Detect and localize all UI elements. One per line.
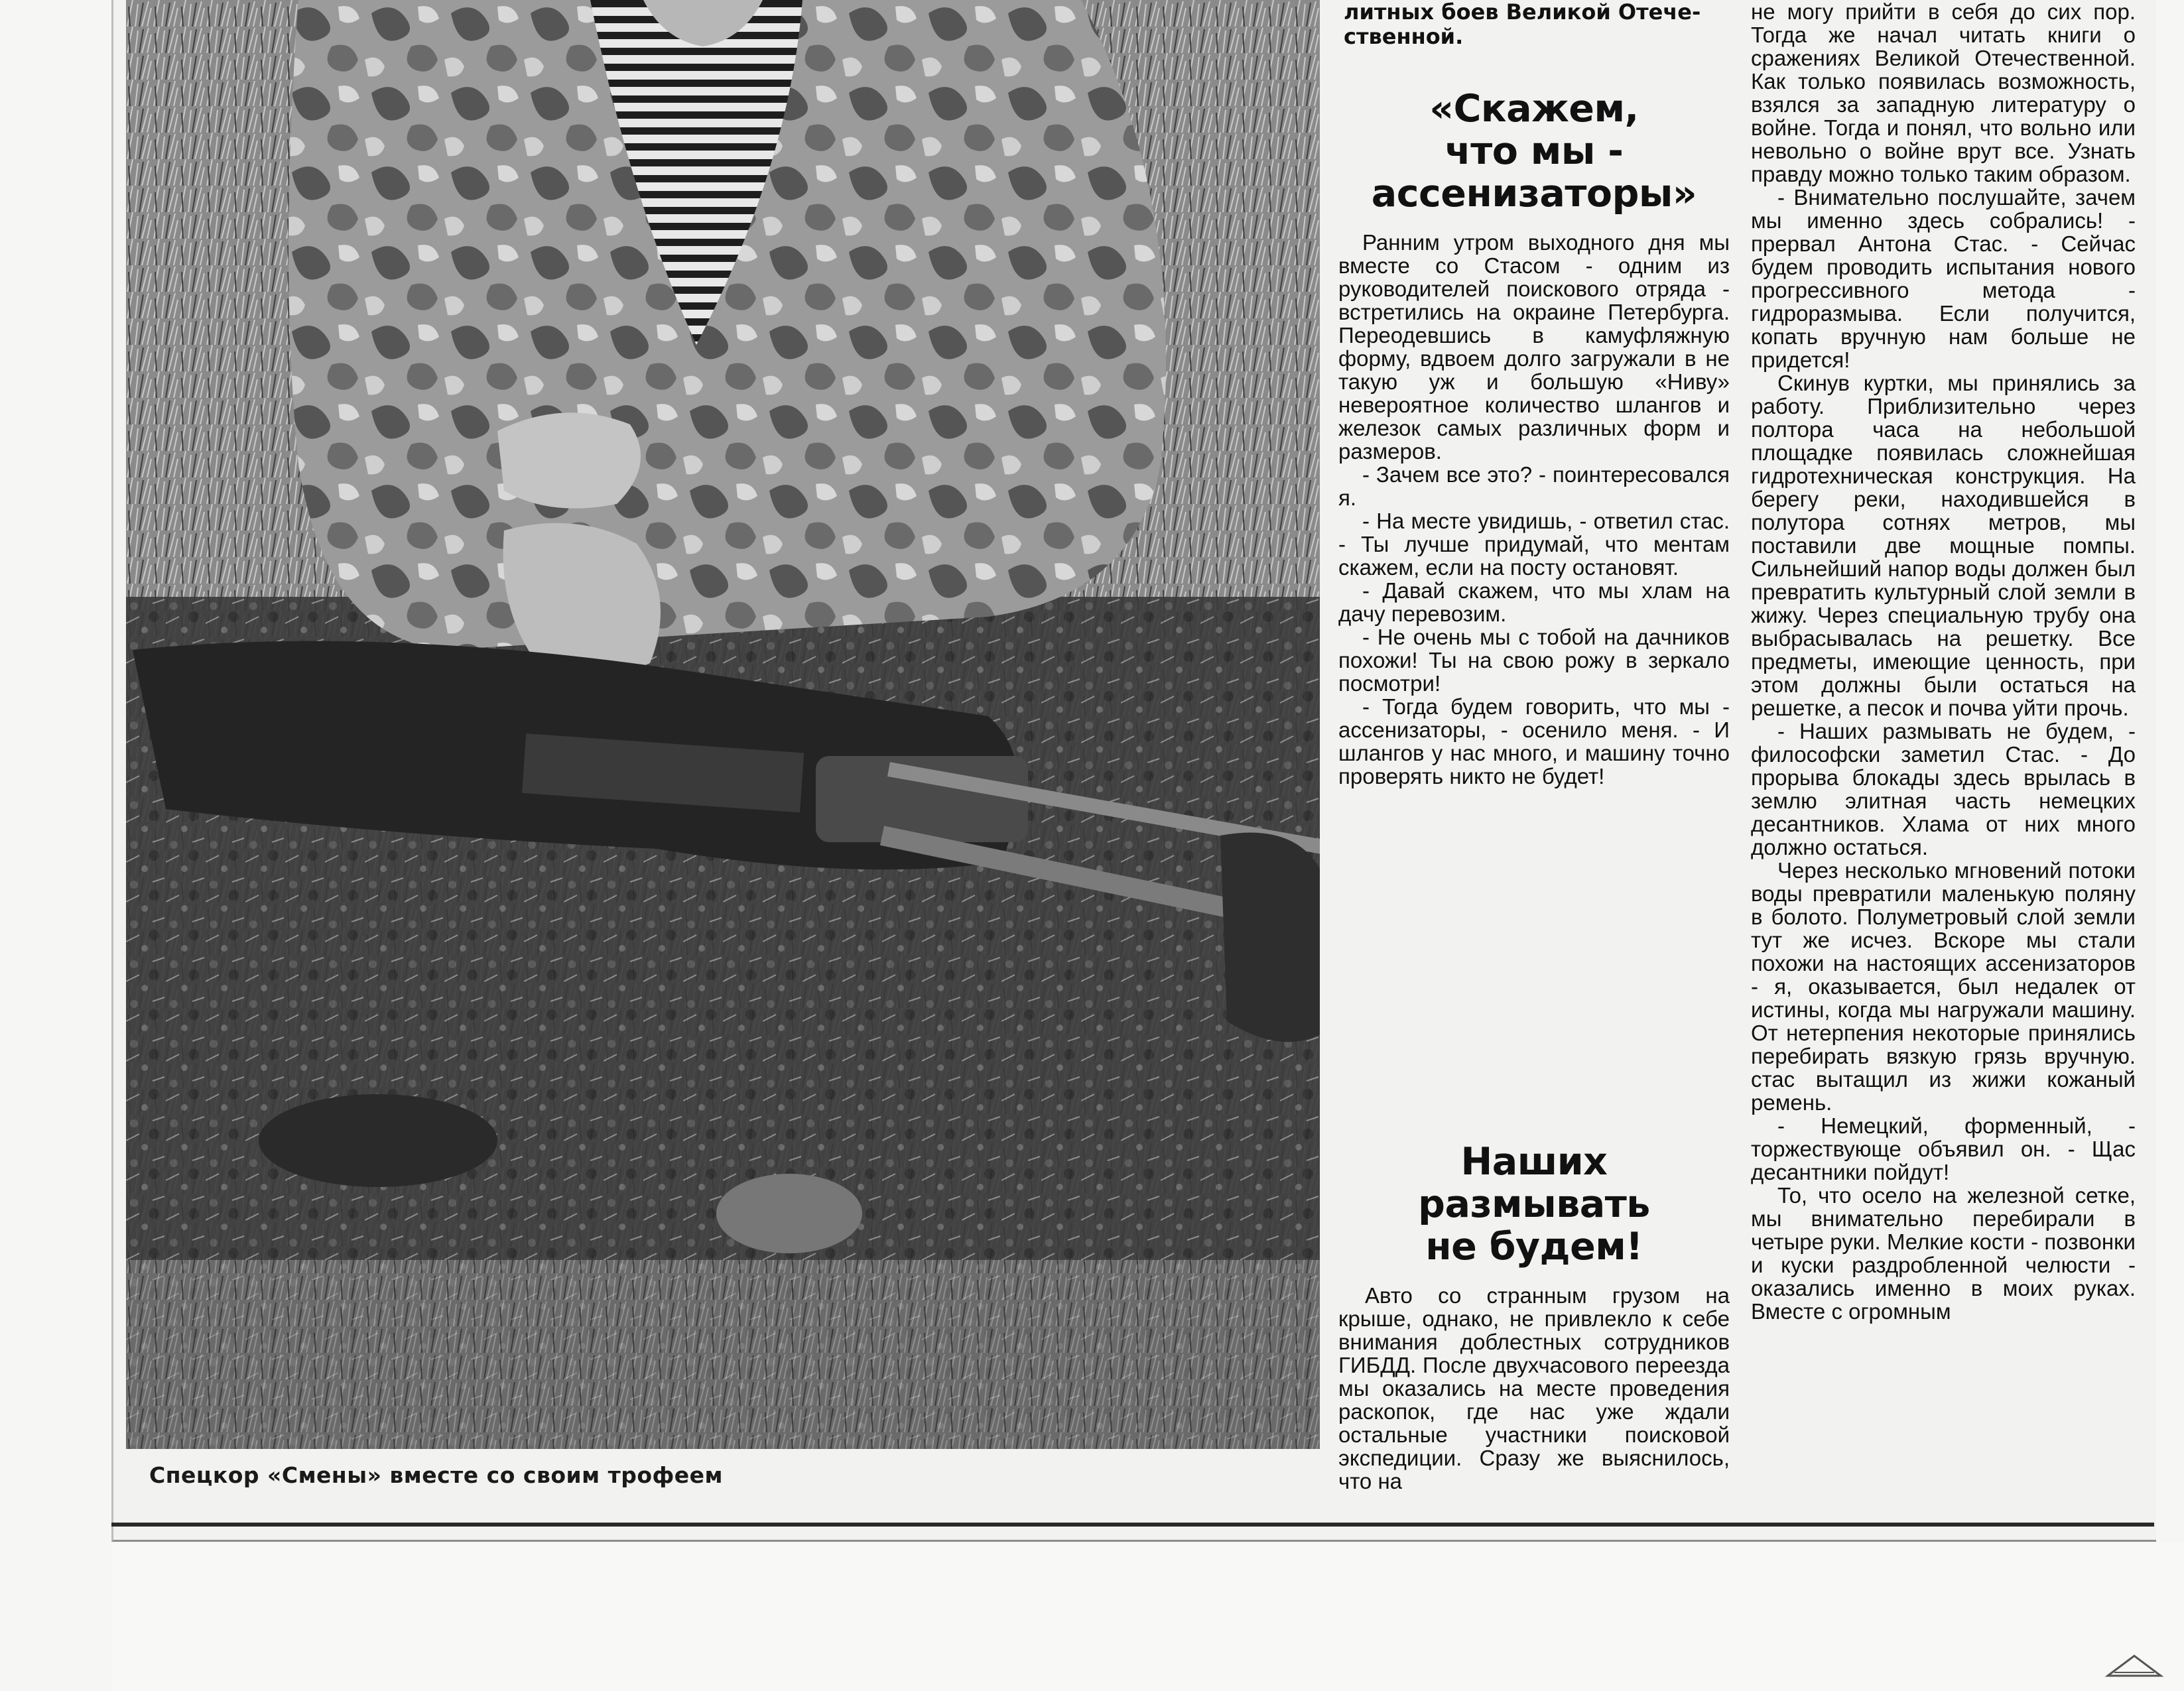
paragraph: Ранним утром выходного дня мы вместе со Стасом - одним из руководителей поискового отряда - встретились на окраине Петербурга. Переодевшись в камуфляжную форму, вдвоем долго загружали в не такую уж и большую «Ниву» невероятное количество шлангов и железок самых различных форм и размеров.	[1338, 230, 1730, 464]
intro-text	[1344, 0, 1730, 49]
corner-mark-icon	[2104, 1653, 2164, 1679]
subheading-line: не будем!	[1425, 1225, 1643, 1269]
subheading-nashikh	[1338, 1141, 1730, 1268]
paragraph: - Внимательно послушайте, зачем мы именно здесь собрались! - прервал Антона Стас. - Сейчас будем проводить испытания нового прогрессивного метода - гидроразмыва. Если получится, копать вручную нам больше не придется!	[1751, 185, 2136, 372]
photo-image	[126, 0, 1320, 1449]
paragraph: Скинув куртки, мы принялись за работу. Приблизительно через полтора часа на небольшой площадке появилась сложнейшая гидротехническая конструкция. На берегу реки, находившейся в полутора сотнях метров, мы поставили две мощные помпы. Сильнейший напор воды должен был превратить культурный слой земли в жижу. Через специальную трубу она выбрасывалась на решетку. Все предметы, имеющие ценность, при этом должны были остаться на решетке, а песок и почва уйти прочь.	[1751, 371, 2136, 720]
photo-caption: Спецкор «Смены» вместе со своим трофеем	[149, 1462, 723, 1488]
paragraph: - Наших размывать не будем, - философски заметил Стас. - До прорыва блокады здесь врылась в землю элитная часть немецких десантников. Хлама от них много должно остаться.	[1751, 719, 2136, 859]
paragraph: - Немецкий, форменный, - торжествующе объявил он. - Щас десантники пойдут!	[1751, 1113, 2136, 1184]
paragraph: - Давай скажем, что мы хлам на дачу перевозим.	[1338, 578, 1730, 626]
paragraph: Авто со странным грузом на крыше, однако, не привлекло к себе внимания доблестных сотрудников ГИБДД. После двухчасового переезда мы оказались на месте проведения раскопок, где нас уже ждали остальные участники поисковой экспедиции. Сразу же выяснилось, что на	[1338, 1283, 1730, 1493]
article-photo	[126, 0, 1320, 1449]
paragraph: - Зачем все это? - поинтересовался я.	[1338, 462, 1730, 510]
column-a	[1338, 0, 1730, 788]
paragraph: - Не очень мы с тобой на дачников похожи! Ты на свою рожу в зеркало посмотри!	[1338, 625, 1730, 696]
subheading-line: Наших	[1460, 1140, 1608, 1184]
subheading-line: размывать	[1418, 1182, 1650, 1226]
page-bottom-rule	[111, 1523, 2154, 1527]
paragraph: То, что осело на железной сетке, мы внимательно перебирали в четыре руки. Мелкие кости - позвонки и куски раздробленной челюсти - оказались именно в моих руках. Вместе с огромным	[1751, 1183, 2136, 1324]
paragraph: не могу прийти в себя до сих пор. Тогда же начал читать книги о сражениях Великой Отечественной. Как только появилась возможность, взялся за западную литературу о войне. Тогда и понял, что вольно или невольно о войне врут все. Узнать правду можно только таким образом.	[1751, 0, 2136, 186]
subheading-line: ассенизаторы»	[1371, 172, 1697, 216]
paragraph: Через несколько мгновений потоки воды превратили маленькую поляну в болото. Полуметровый слой земли тут же исчез. Вскоре мы стали похожи на настоящих ассенизаторов - я, оказывается, был недалек от истины, когда мы нагружали машину. От нетерпения некоторые принялись перебирать вязкую грязь вручную. стас вытащил из жижи кожаный ремень.	[1751, 858, 2136, 1115]
intro-line: литных боев Великой Отече-	[1344, 0, 1701, 25]
subheading-assenizatory	[1338, 88, 1730, 215]
paragraph: - Тогда будем говорить, что мы - ассенизаторы, - осенило меня. - И шлангов у нас много, и машину точно проверять никто не будет!	[1338, 694, 1730, 788]
subheading-line: что мы -	[1445, 129, 1624, 173]
column-b	[1751, 0, 2136, 1323]
subheading-line: «Скажем,	[1429, 87, 1639, 131]
page-margin	[111, 1542, 2184, 1691]
column-a-lower	[1338, 1141, 1730, 1493]
paragraph: - На месте увидишь, - ответил стас. - Ты лучше придумай, что ментам скажем, если на посту остановят.	[1338, 509, 1730, 580]
intro-line: ственной.	[1344, 24, 1464, 49]
